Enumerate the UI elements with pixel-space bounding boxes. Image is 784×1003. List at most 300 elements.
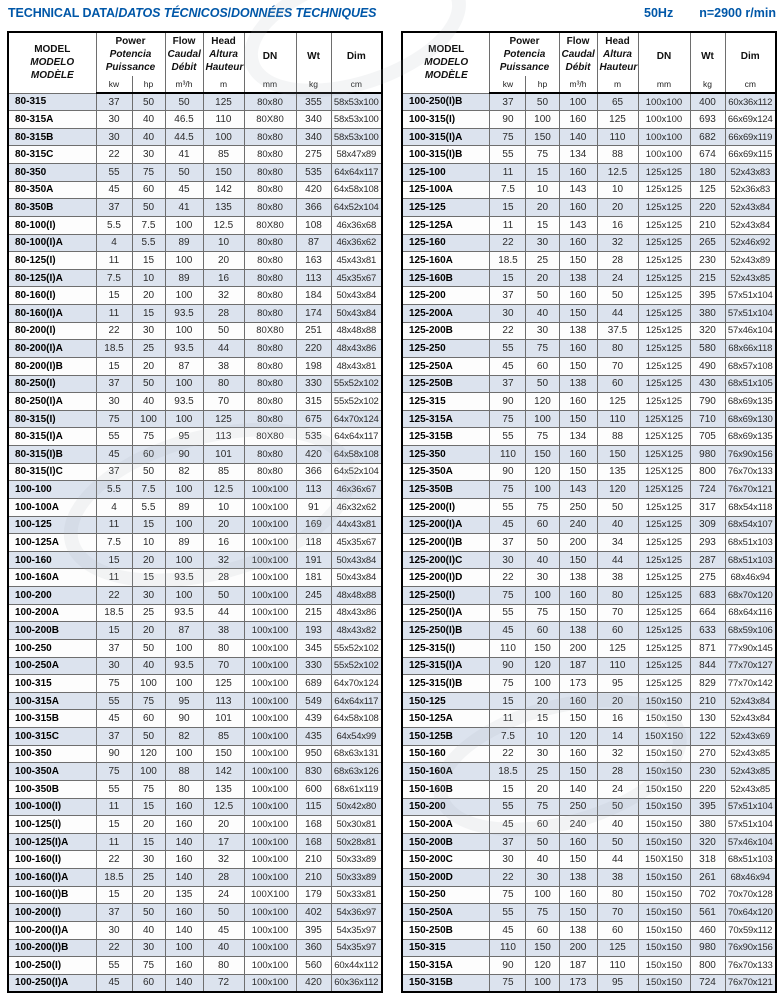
model-cell: 150-250B [402,921,490,939]
value-cell: 490 [690,357,725,375]
value-cell: 150 [559,410,597,428]
value-cell: 293 [690,534,725,552]
value-cell: 80x80 [244,463,296,481]
value-cell: 950 [296,745,331,763]
table-row [402,216,776,234]
value-cell: 138 [559,375,597,393]
value-cell: 702 [690,886,725,904]
table-row [8,463,382,481]
value-cell: 30 [132,587,165,605]
value-cell: 87 [165,357,203,375]
value-cell: 150x150 [638,921,690,939]
value-cell: 100 [526,886,559,904]
model-cell: 100-160(I)B [8,886,96,904]
value-cell: 80x80 [244,252,296,270]
value-cell: 77x70x127 [725,657,776,675]
value-cell: 110 [490,639,526,657]
value-cell: 52x43x84 [725,199,776,217]
value-cell: 11 [490,164,526,182]
model-cell: 100-250A [8,657,96,675]
table-row [402,463,776,481]
value-cell: 50 [526,93,559,111]
value-cell: 150x150 [638,886,690,904]
table-row [402,234,776,252]
model-cell: 80-350A [8,181,96,199]
value-cell: 10 [203,498,244,516]
flow-column-header: Flow Caudal Débit [165,32,203,76]
table-row [402,164,776,182]
value-cell: 710 [690,410,725,428]
value-cell: 22 [490,569,526,587]
value-cell: 57x51x104 [725,798,776,816]
value-cell: 40 [526,305,559,323]
spec-badges [644,6,776,20]
model-cell: 100-200B [8,622,96,640]
model-cell: 100-315C [8,728,96,746]
value-cell: 45 [96,446,132,464]
table-row [8,710,382,728]
unit-kw: kw [96,76,132,93]
value-cell: 55 [490,904,526,922]
table-row [8,340,382,358]
table-row [8,216,382,234]
value-cell: 60 [132,181,165,199]
table-row [402,481,776,499]
table-row [402,745,776,763]
value-cell: 93.5 [165,604,203,622]
value-cell: 187 [559,957,597,975]
value-cell: 32 [203,287,244,305]
value-cell: 160 [165,904,203,922]
value-cell: 52x43x83 [725,164,776,182]
value-cell: 70 [597,904,638,922]
value-cell: 85 [203,728,244,746]
value-cell: 95 [165,692,203,710]
model-cell: 150-315B [402,974,490,992]
value-cell: 25 [132,340,165,358]
unit-dn: mm [244,76,296,93]
value-cell: 38 [597,569,638,587]
value-cell: 318 [690,851,725,869]
value-cell: 430 [690,375,725,393]
value-cell: 125x125 [638,164,690,182]
value-cell: 20 [203,816,244,834]
value-cell: 12.5 [203,216,244,234]
value-cell: 80 [203,957,244,975]
value-cell: 75 [490,481,526,499]
value-cell: 50 [132,904,165,922]
value-cell: 30 [526,745,559,763]
value-cell: 125x125 [638,375,690,393]
table-row [402,692,776,710]
unit-flow: m³/h [165,76,203,93]
value-cell: 420 [296,446,331,464]
value-cell: 844 [690,657,725,675]
value-cell: 66x69x124 [725,111,776,129]
value-cell: 682 [690,128,725,146]
value-cell: 100x100 [244,763,296,781]
value-cell: 561 [690,904,725,922]
value-cell: 50x33x81 [331,886,382,904]
value-cell: 142 [203,181,244,199]
value-cell: 150x150 [638,798,690,816]
model-cell: 125-315(I)B [402,675,490,693]
value-cell: 90 [490,957,526,975]
value-cell: 100 [526,111,559,129]
value-cell: 100x100 [244,957,296,975]
value-cell: 315 [296,393,331,411]
value-cell: 18.5 [96,604,132,622]
model-cell: 125-100 [402,164,490,182]
model-cell: 125-250 [402,340,490,358]
value-cell: 800 [690,957,725,975]
value-cell: 20 [526,780,559,798]
value-cell: 32 [203,851,244,869]
value-cell: 57x51x104 [725,287,776,305]
value-cell: 100 [526,587,559,605]
value-cell: 54x36x97 [331,904,382,922]
value-cell: 160 [559,234,597,252]
value-cell: 15 [132,833,165,851]
table-row [402,340,776,358]
value-cell: 68x59x106 [725,622,776,640]
value-cell: 44x43x81 [331,516,382,534]
model-cell: 100-350 [8,745,96,763]
value-cell: 18.5 [490,252,526,270]
table-row [8,534,382,552]
table-row [8,410,382,428]
value-cell: 20 [132,816,165,834]
value-cell: 38 [597,869,638,887]
model-cell: 100-315(I)A [402,128,490,146]
table-row [8,146,382,164]
value-cell: 89 [165,269,203,287]
value-cell: 108 [296,216,331,234]
value-cell: 15 [96,287,132,305]
value-cell: 980 [690,446,725,464]
value-cell: 80x80 [244,93,296,111]
value-cell: 150 [526,446,559,464]
value-cell: 184 [296,287,331,305]
value-cell: 25 [132,604,165,622]
value-cell: 48x43x86 [331,340,382,358]
value-cell: 163 [296,252,331,270]
value-cell: 100x100 [244,974,296,992]
value-cell: 15 [96,357,132,375]
value-cell: 90 [490,657,526,675]
value-cell: 45x43x81 [331,252,382,270]
table-row [8,446,382,464]
table-row [8,551,382,569]
table-row [402,728,776,746]
value-cell: 100 [165,375,203,393]
value-cell: 90 [490,463,526,481]
table-row [8,974,382,992]
value-cell: 45 [96,710,132,728]
value-cell: 251 [296,322,331,340]
value-cell: 90 [165,710,203,728]
model-cell: 150-200C [402,851,490,869]
model-cell: 100-125A [8,534,96,552]
value-cell: 689 [296,675,331,693]
value-cell: 50x33x89 [331,869,382,887]
value-cell: 80x80 [244,446,296,464]
value-cell: 140 [165,974,203,992]
value-cell: 380 [690,816,725,834]
value-cell: 134 [559,428,597,446]
value-cell: 95 [165,428,203,446]
table-row [402,146,776,164]
value-cell: 120 [526,463,559,481]
unit-head: m [597,76,638,93]
value-cell: 80x80 [244,393,296,411]
value-cell: 150 [559,357,597,375]
value-cell: 125x125 [638,305,690,323]
value-cell: 15 [132,252,165,270]
value-cell: 270 [690,745,725,763]
value-cell: 55 [490,604,526,622]
value-cell: 75 [132,780,165,798]
value-cell: 75 [490,587,526,605]
technical-data-table-right [401,31,777,993]
value-cell: 60x36x112 [725,93,776,111]
value-cell: 345 [296,639,331,657]
value-cell: 48x48x88 [331,587,382,605]
value-cell: 40 [526,551,559,569]
value-cell: 193 [296,622,331,640]
value-cell: 150 [559,305,597,323]
table-row [8,692,382,710]
value-cell: 30 [96,128,132,146]
value-cell: 395 [296,921,331,939]
value-cell: 30 [526,869,559,887]
table-row [402,921,776,939]
value-cell: 50 [132,375,165,393]
table-row [402,639,776,657]
value-cell: 20 [132,287,165,305]
value-cell: 30 [490,551,526,569]
unit-wt: kg [296,76,331,93]
value-cell: 75 [526,146,559,164]
model-cell: 100-100 [8,481,96,499]
value-cell: 600 [296,780,331,798]
value-cell: 683 [690,587,725,605]
value-cell: 64x64x117 [331,428,382,446]
value-cell: 24 [597,269,638,287]
dn-column-header: DN [638,32,690,76]
model-cell: 80-200(I)A [8,340,96,358]
value-cell: 52x43x85 [725,269,776,287]
value-cell: 138 [559,622,597,640]
value-cell: 50x43x84 [331,305,382,323]
value-cell: 40 [203,939,244,957]
value-cell: 37 [96,93,132,111]
value-cell: 150 [559,551,597,569]
table-row [402,181,776,199]
value-cell: 125x125 [638,322,690,340]
value-cell: 100x100 [244,516,296,534]
model-cell: 125-160A [402,252,490,270]
value-cell: 101 [203,446,244,464]
unit-dn: mm [638,76,690,93]
table-row [8,111,382,129]
value-cell: 160 [559,692,597,710]
unit-flow: m³/h [559,76,597,93]
value-cell: 100x100 [244,780,296,798]
model-cell: 100-315B [8,710,96,728]
dn-column-header: DN [244,32,296,76]
table-row [8,833,382,851]
value-cell: 68x63x126 [331,763,382,781]
value-cell: 17 [203,833,244,851]
value-cell: 75 [526,498,559,516]
value-cell: 25 [526,763,559,781]
value-cell: 120 [132,745,165,763]
value-cell: 320 [690,322,725,340]
value-cell: 100 [203,128,244,146]
value-cell: 122 [690,728,725,746]
value-cell: 340 [296,111,331,129]
value-cell: 118 [296,534,331,552]
value-cell: 100x100 [244,604,296,622]
value-cell: 100 [165,322,203,340]
value-cell: 45 [96,181,132,199]
value-cell: 45 [96,974,132,992]
value-cell: 275 [296,146,331,164]
value-cell: 38 [203,622,244,640]
value-cell: 60 [597,622,638,640]
table-row [402,375,776,393]
table-row [8,393,382,411]
value-cell: 113 [296,269,331,287]
value-cell: 50 [597,287,638,305]
model-cell: 100-250 [8,639,96,657]
value-cell: 138 [559,569,597,587]
value-cell: 20 [526,269,559,287]
model-column-header: MODEL MODELO MODÈLE [402,32,490,93]
value-cell: 140 [559,128,597,146]
model-cell: 100-350A [8,763,96,781]
value-cell: 34 [597,534,638,552]
model-cell: 80-160(I)A [8,305,96,323]
value-cell: 120 [526,957,559,975]
value-cell: 38 [203,357,244,375]
value-cell: 22 [490,234,526,252]
value-cell: 150 [559,252,597,270]
value-cell: 150x150 [638,710,690,728]
value-cell: 72 [203,974,244,992]
value-cell: 210 [690,216,725,234]
value-cell: 80X80 [244,322,296,340]
value-cell: 20 [132,357,165,375]
value-cell: 100x100 [244,481,296,499]
value-cell: 52x36x83 [725,181,776,199]
value-cell: 22 [490,745,526,763]
value-cell: 150X150 [638,728,690,746]
title-es: DATOS TÉCNICOS [118,6,228,20]
value-cell: 30 [526,234,559,252]
value-cell: 55 [96,164,132,182]
value-cell: 125x125 [638,639,690,657]
value-cell: 50 [132,639,165,657]
value-cell: 37 [490,93,526,111]
value-cell: 125x125 [638,569,690,587]
value-cell: 15 [132,305,165,323]
value-cell: 45 [490,516,526,534]
value-cell: 45 [490,357,526,375]
model-cell: 80-315(I)C [8,463,96,481]
value-cell: 65 [597,93,638,111]
model-cell: 80-315B [8,128,96,146]
value-cell: 15 [96,816,132,834]
value-cell: 70 [203,657,244,675]
value-cell: 66x69x119 [725,128,776,146]
value-cell: 100x100 [244,587,296,605]
model-cell: 125-200(I)B [402,534,490,552]
value-cell: 125X125 [638,410,690,428]
model-cell: 100-125 [8,516,96,534]
value-cell: 50 [526,833,559,851]
value-cell: 150 [559,463,597,481]
value-cell: 20 [526,199,559,217]
value-cell: 100x100 [244,798,296,816]
value-cell: 100 [165,216,203,234]
value-cell: 12.5 [597,164,638,182]
value-cell: 10 [526,181,559,199]
value-cell: 93.5 [165,657,203,675]
value-cell: 402 [296,904,331,922]
value-cell: 68x51x103 [725,534,776,552]
value-cell: 60 [526,921,559,939]
value-cell: 275 [690,569,725,587]
value-cell: 87 [296,234,331,252]
value-cell: 420 [296,974,331,992]
value-cell: 380 [690,305,725,323]
value-cell: 125 [203,93,244,111]
value-cell: 10 [203,234,244,252]
technical-data-table-left [7,31,383,993]
table-row [8,481,382,499]
value-cell: 46x36x62 [331,234,382,252]
value-cell: 150 [203,745,244,763]
table-row [8,498,382,516]
value-cell: 143 [559,181,597,199]
model-cell: 125-315(I)A [402,657,490,675]
value-cell: 28 [597,763,638,781]
value-cell: 18.5 [96,869,132,887]
value-cell: 88 [597,146,638,164]
value-cell: 70x70x128 [725,886,776,904]
value-cell: 160 [559,446,597,464]
value-cell: 125X125 [638,481,690,499]
value-cell: 15 [490,692,526,710]
value-cell: 215 [690,269,725,287]
value-cell: 160 [559,287,597,305]
value-cell: 64x70x124 [331,675,382,693]
value-cell: 15 [490,780,526,798]
value-cell: 100x100 [244,692,296,710]
value-cell: 724 [690,974,725,992]
value-cell: 150 [559,904,597,922]
value-cell: 309 [690,516,725,534]
value-cell: 125X125 [638,446,690,464]
value-cell: 80x80 [244,269,296,287]
value-cell: 125x125 [638,604,690,622]
value-cell: 22 [96,322,132,340]
flow-column-header: Flow Caudal Débit [559,32,597,76]
value-cell: 138 [559,869,597,887]
value-cell: 150 [559,851,597,869]
